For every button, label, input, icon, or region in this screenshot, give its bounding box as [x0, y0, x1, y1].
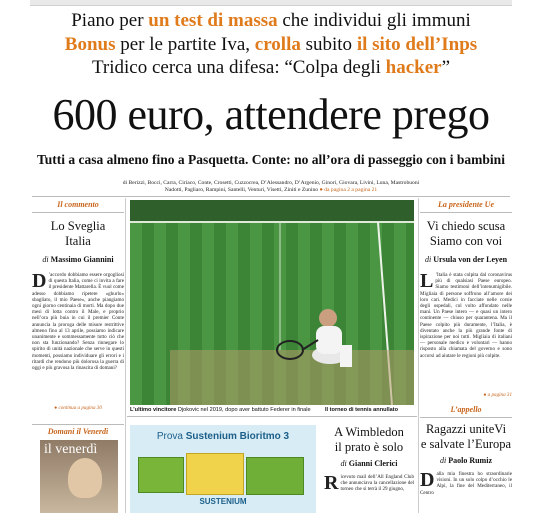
kicker-line-1: Piano per un test di massa che individui gli immuni [71, 10, 471, 31]
section-label: Il commento [57, 200, 99, 209]
article-author: di Ursula von der Leyen [424, 255, 508, 264]
ad-products [138, 453, 308, 513]
article-title[interactable]: Lo Sveglia Italia [50, 219, 106, 248]
product-box [186, 453, 244, 495]
ad-title: Prova Sustenium Bioritmo 3 [156, 431, 290, 442]
article-body: Dalla mia finestra ho straordinarie visioni. In un solo colpo d’occhio le Alpi, la fine del Mediterraneo, il Centro [420, 471, 512, 496]
subheadline: Tutti a casa almeno fino a Pasquetta. Conte: no all’ora di passeggio con i bambini [37, 152, 505, 167]
section-label: Domani il Venerdì [47, 427, 109, 436]
divider [32, 212, 124, 213]
cover-portrait [68, 458, 102, 498]
pages-link[interactable]: ● da pagina 2 a pagina 21 [319, 187, 378, 193]
venerdi-magazine-cover[interactable] [40, 440, 118, 513]
top-bar [30, 0, 512, 6]
article-author: di Massimo Giannini [42, 255, 114, 264]
article-body: Ricevuto mail dell’All England Club che annunciava la cancellazione del torneo che si terrà il 29 giugno, [324, 474, 414, 494]
venerdi-logo: il venerdì [44, 442, 98, 457]
left-column [32, 198, 124, 411]
article-title[interactable]: Ragazzi uniteVi e salvate l’Europa [420, 422, 512, 451]
column-divider [125, 198, 126, 513]
divider [32, 424, 124, 425]
byline-line-2: Nadotti, Pagliaro, Rampini, Santelli, Venturi, Visetti, Ziniti e Zunino ● da pagina 2 a pagina 21 [164, 187, 378, 193]
divider [420, 417, 512, 418]
section-label: La presidente Ue [438, 200, 494, 209]
article-title[interactable]: Vi chiedo scusa Siamo con voi [426, 219, 506, 248]
byline-line-1: di Berizzi, Bocci, Carra, Ciriaco, Conte, Crosetti, Cuzzocrea, D’Alessandro, D’Argenio, Ginori, Giovara, Livini, Luna, Mastrobuoni [122, 180, 420, 186]
product-box [246, 457, 304, 495]
article-author: di Paolo Rumiz [439, 456, 492, 465]
column-divider [418, 198, 419, 513]
wimbledon-article [324, 425, 414, 504]
article-author: di Gianni Clerici [340, 459, 398, 468]
photo-caption: L’ultimo vincitore Djokovic nel 2019, dopo aver battuto Federer in finale [130, 407, 311, 413]
tennis-photo[interactable] [130, 200, 414, 405]
appello-article [420, 405, 512, 501]
sustenium-ad[interactable] [130, 425, 316, 513]
article-body: D ’accordo dobbiamo essere orgogliosi di questa Italia, come ci invita a fare il presidente Mattarella. È vuol come adesso dobbiamo ripetere «ghurlo» sbagliato, il mio Paese», anche piangiamo ogni giorno centinaia di morti. Ma dopo due mesi di lotta contro il Male, e proprio nell’ora più buia in cui il premier Conte annuncia la proroga delle misure restrittive almeno fino al 13 aprile, possiamo indicare unanimente e sommessamente tutto ciò che non sta funzionando? Senza rinnegare lo spirito di unità nazionale che serve in questi momenti, possiamo individuare gli errori e i ritardi che rendono più dolorosa la guerra di oggi e più gravosa la rinascita di domani? [32, 272, 124, 372]
section-label: L’appello [450, 405, 482, 414]
kicker-line-3: Tridico cerca una difesa: “Colpa degli hacker” [91, 57, 451, 78]
divider [32, 196, 510, 197]
article-title[interactable]: A Wimbledon il prato è solo [334, 425, 404, 454]
divider [420, 212, 512, 213]
product-box [138, 457, 184, 493]
main-headline: 600 euro, attendere prego [52, 90, 490, 139]
continue-link[interactable]: ● continua a pagina 30 [54, 405, 102, 411]
continue-link[interactable]: ● a pagina 31 [483, 392, 512, 398]
photo-tag: Il torneo di tennis annullato [325, 407, 399, 413]
product-label: SUSTENIUM [199, 497, 247, 506]
right-column [420, 198, 512, 398]
kicker-line-2: Bonus per le partite Iva, crolla subito il sito dell’Inps [64, 34, 478, 55]
tennis-court-image [130, 200, 414, 405]
article-body: L ’Italia è stata colpita dal coronavirus più di qualsiasi Paese europeo. Siamo testimoni dell’intenumigibile. Migliaia di persone soffrono all’amore dei loro cari. Medici in facciate nelle corsie degli ospedali, col volto affondato nelle mani. Un Paese intero — e quasi un intero continente — chiuso per quarantena. Ma il Paese colpito più duramente, l’Italia, è diventato anche la più grande fonte di ispirazione per noi tutti. Migliaia di italiani — personale medico e volontari — hanno risposto alla chiamata del governo e sono accorsi ad aiutare le regioni più colpite. [420, 272, 512, 359]
divider [127, 416, 417, 417]
